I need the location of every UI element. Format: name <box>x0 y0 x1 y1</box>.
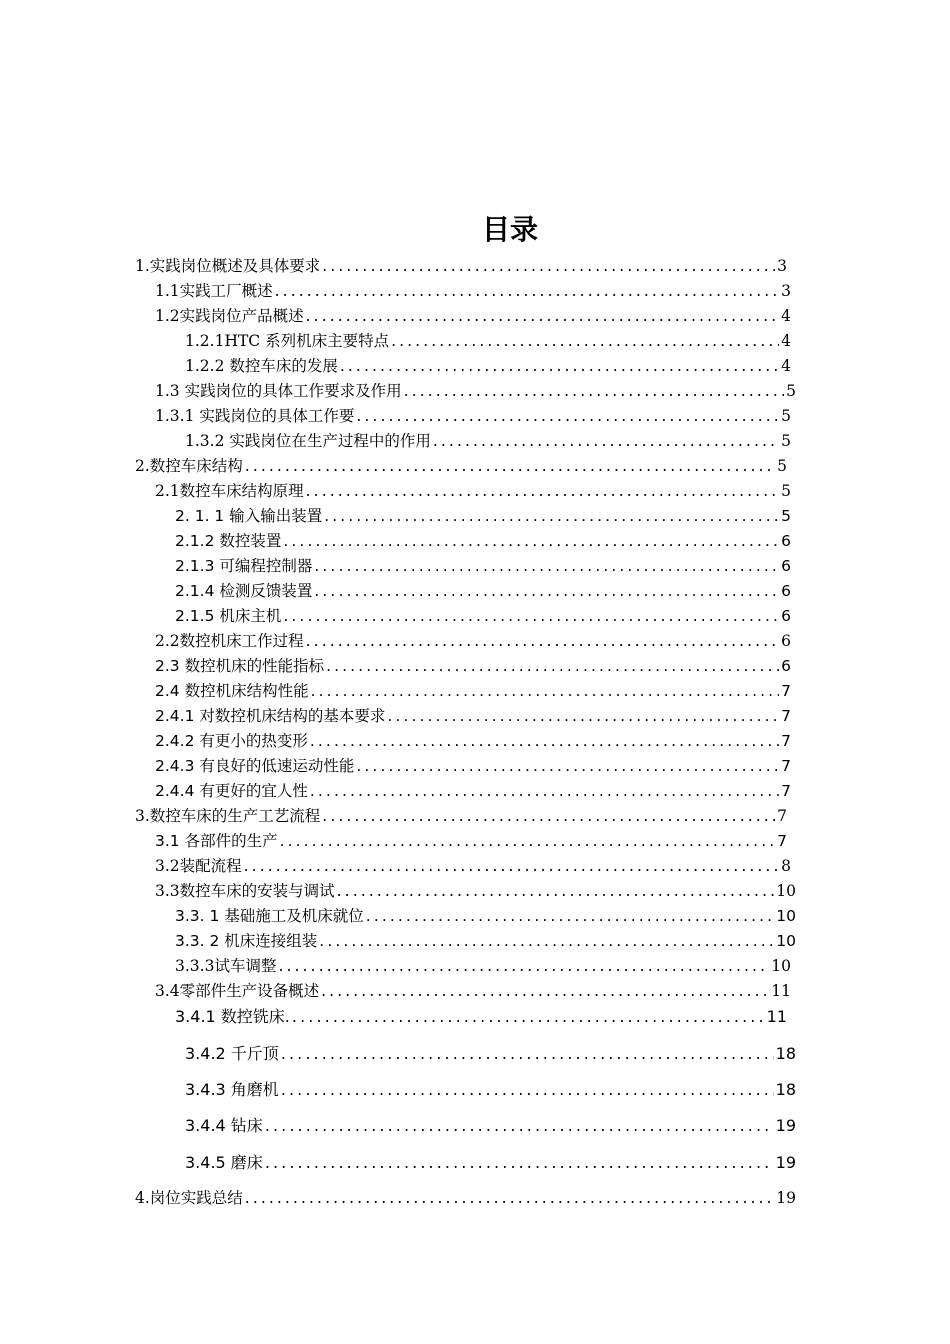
toc-entry[interactable] <box>175 579 791 601</box>
toc-entry[interactable] <box>175 504 791 526</box>
toc-entry[interactable] <box>135 804 787 826</box>
toc-entry-label: 3.3数控车床的安装与调试 <box>155 882 335 900</box>
toc-entry[interactable] <box>155 779 791 801</box>
toc-entry-page: 10 <box>776 882 796 900</box>
toc-entry-label: 1.3 实践岗位的具体工作要求及作用 <box>155 382 402 400</box>
toc-entry[interactable] <box>185 329 791 351</box>
toc-entry[interactable] <box>155 629 791 651</box>
toc-entry-label: 3.4.4 钻床 <box>185 1116 263 1135</box>
page-title: 目录 <box>481 213 538 246</box>
toc-entry[interactable] <box>155 404 791 426</box>
toc-leader-dots <box>312 557 779 575</box>
toc-entry-page: 6 <box>781 607 791 625</box>
toc-entry-label: 2. 1. 1 输入输出装置 <box>175 507 323 525</box>
toc-leader-dots <box>242 857 779 875</box>
toc-entry[interactable] <box>135 454 787 476</box>
toc-leader-dots <box>335 882 775 900</box>
toc-entry-page: 5 <box>781 507 791 525</box>
toc-entry-page: 10 <box>771 957 791 975</box>
toc-entry-label: 4.岗位实践总结 <box>135 1189 243 1207</box>
toc-entry-page: 19 <box>775 1116 796 1135</box>
toc-entry-page: 10 <box>776 907 796 925</box>
toc-entry[interactable] <box>155 854 791 876</box>
toc-leader-dots <box>304 632 779 650</box>
toc-entry[interactable] <box>155 304 791 326</box>
toc-entry-label: 2.1数控车床结构原理 <box>155 482 304 500</box>
toc-entry-label: 3.1 各部件的生产 <box>155 832 278 850</box>
toc-entry-page: 5 <box>781 432 791 450</box>
toc-leader-dots <box>338 357 779 375</box>
toc-leader-dots <box>281 532 779 550</box>
toc-entry-label: 2.4 数控机床结构性能 <box>155 682 309 700</box>
toc-entry-label: 2.1.2 数控装置 <box>175 532 282 550</box>
toc-entry-label: 2.4.3 有良好的低速运动性能 <box>155 757 355 775</box>
toc-entry-page: 6 <box>781 582 791 600</box>
toc-leader-dots <box>243 1189 774 1207</box>
toc-leader-dots <box>431 432 779 450</box>
toc-leader-dots <box>319 982 769 1000</box>
toc-leader-dots <box>243 457 775 475</box>
toc-entry[interactable] <box>155 729 791 751</box>
toc-entry[interactable] <box>175 529 791 551</box>
toc-entry[interactable] <box>155 754 791 776</box>
toc-entry-label: 2.3 数控机床的性能指标 <box>155 657 325 675</box>
toc-leader-dots <box>389 332 779 350</box>
toc-entry-page: 6 <box>781 632 791 650</box>
toc-entry[interactable] <box>185 354 791 376</box>
toc-entry-label: 3.数控车床的生产工艺流程 <box>135 807 321 825</box>
toc-entry[interactable] <box>175 929 796 951</box>
toc-entry[interactable] <box>175 904 796 926</box>
toc-leader-dots <box>276 957 769 975</box>
toc-entry[interactable] <box>155 704 791 726</box>
toc-entry[interactable] <box>155 879 796 901</box>
toc-entry-page: 7 <box>777 807 787 825</box>
toc-entry-page: 7 <box>781 757 791 775</box>
toc-entry-label: 3.4零部件生产设备概述 <box>155 982 320 1000</box>
toc-leader-dots <box>279 1044 774 1063</box>
toc-leader-dots <box>273 282 779 300</box>
toc-entry[interactable] <box>175 554 791 576</box>
toc-entry[interactable] <box>155 679 791 701</box>
toc-entry-page: 11 <box>766 1007 787 1026</box>
toc-entry[interactable] <box>155 479 791 501</box>
toc-leader-dots <box>354 407 779 425</box>
toc-leader-dots <box>320 257 775 275</box>
toc-entry-label: 1.2.2 数控车床的发展 <box>185 357 338 375</box>
toc-entry[interactable] <box>185 1077 796 1100</box>
toc-entry-label: 2.1.3 可编程控制器 <box>175 557 313 575</box>
toc-entry[interactable] <box>135 254 787 276</box>
toc-entry-page: 4 <box>781 307 791 325</box>
toc-entry-label: 3.3.3试车调整 <box>175 957 277 975</box>
toc-entry-page: 7 <box>777 832 787 850</box>
toc-entry-label: 1.3.1 实践岗位的具体工作要 <box>155 407 355 425</box>
toc-entry-label: 2.1.5 机床主机 <box>175 607 282 625</box>
toc-entry[interactable] <box>175 1004 787 1027</box>
toc-entry-page: 4 <box>781 332 791 350</box>
toc-leader-dots <box>402 382 785 400</box>
toc-entry-page: 5 <box>781 482 791 500</box>
toc-entry[interactable] <box>155 379 796 401</box>
toc-entry-page: 7 <box>781 707 791 725</box>
toc-entry-label: 1.实践岗位概述及具体要求 <box>135 257 321 275</box>
toc-entry-page: 7 <box>781 782 791 800</box>
toc-entry-page: 18 <box>775 1080 796 1099</box>
toc-leader-dots <box>304 482 779 500</box>
toc-entry-page: 4 <box>781 357 791 375</box>
toc-entry-label: 3.4.1 数控铣床. <box>175 1007 290 1026</box>
toc-entry-label: 2.4.2 有更小的热变形 <box>155 732 308 750</box>
toc-entry[interactable] <box>155 654 791 676</box>
toc-leader-dots <box>279 1080 774 1099</box>
toc-leader-dots <box>309 682 780 700</box>
toc-entry-label: 3.4.5 磨床 <box>185 1153 263 1172</box>
toc-leader-dots <box>304 307 779 325</box>
toc-entry-page: 6 <box>781 657 791 675</box>
toc-entry[interactable] <box>185 1041 796 1064</box>
toc-entry[interactable] <box>155 279 791 301</box>
toc-entry-page: 6 <box>781 557 791 575</box>
toc-entry-page: 19 <box>775 1153 796 1172</box>
toc-entry-page: 7 <box>781 732 791 750</box>
toc-entry-page: 3 <box>777 257 787 275</box>
toc-entry[interactable] <box>155 829 787 851</box>
toc-leader-dots <box>364 907 774 925</box>
toc-leader-dots <box>290 1007 765 1026</box>
toc-entry-page: 5 <box>781 407 791 425</box>
toc-leader-dots <box>281 607 779 625</box>
toc-leader-dots <box>322 507 779 525</box>
toc-entry-page: 10 <box>776 932 796 950</box>
toc-entry[interactable] <box>175 954 791 976</box>
toc-leader-dots <box>263 1116 774 1135</box>
toc-entry-label: 2.1.4 检测反馈装置 <box>175 582 313 600</box>
toc-entry[interactable] <box>185 1150 796 1173</box>
toc-entry-page: 19 <box>776 1189 796 1207</box>
toc-entry-label: 2.数控车床结构 <box>135 457 243 475</box>
toc-entry-label: 1.2实践岗位产品概述 <box>155 307 304 325</box>
toc-entry-page: 6 <box>781 532 791 550</box>
toc-entry-label: 3.2装配流程 <box>155 857 242 875</box>
toc-entry-label: 3.3. 1 基础施工及机床就位 <box>175 907 364 925</box>
toc-leader-dots <box>308 732 779 750</box>
toc-entry-page: 5 <box>786 382 796 400</box>
toc-entry[interactable] <box>175 604 791 626</box>
toc-entry-label: 1.2.1HTC 系列机床主要特点 <box>185 332 390 350</box>
toc-leader-dots <box>385 707 779 725</box>
toc-entry-label: 3.4.3 角磨机 <box>185 1080 279 1099</box>
toc-leader-dots <box>312 582 779 600</box>
toc-entry[interactable] <box>135 1186 796 1208</box>
toc-entry-label: 3.4.2 千斤顶 <box>185 1044 279 1063</box>
toc-entry-page: 3 <box>781 282 791 300</box>
toc-entry-label: 1.1实践工厂概述 <box>155 282 273 300</box>
toc-leader-dots <box>278 832 776 850</box>
toc-leader-dots <box>317 932 774 950</box>
toc-entry-label: 1.3.2 实践岗位在生产过程中的作用 <box>185 432 431 450</box>
toc-entry[interactable] <box>185 429 791 451</box>
toc-leader-dots <box>320 807 775 825</box>
toc-entry-label: 2.2数控机床工作过程 <box>155 632 304 650</box>
toc-entry-page: 11 <box>771 982 791 1000</box>
toc-leader-dots <box>354 757 779 775</box>
toc-entry-page: 8 <box>781 857 791 875</box>
toc-leader-dots <box>308 782 779 800</box>
toc-entry-page: 7 <box>781 682 791 700</box>
toc-entry[interactable] <box>185 1113 796 1136</box>
toc-leader-dots <box>263 1153 774 1172</box>
toc-entry-label: 3.3. 2 机床连接组装 <box>175 932 318 950</box>
toc-entry[interactable] <box>155 979 791 1001</box>
toc-entry-page: 5 <box>777 457 787 475</box>
toc-entry-page: 18 <box>775 1044 796 1063</box>
toc-leader-dots <box>324 657 779 675</box>
toc-entry-label: 2.4.1 对数控机床结构的基本要求 <box>155 707 386 725</box>
toc-entry-label: 2.4.4 有更好的宜人性 <box>155 782 308 800</box>
